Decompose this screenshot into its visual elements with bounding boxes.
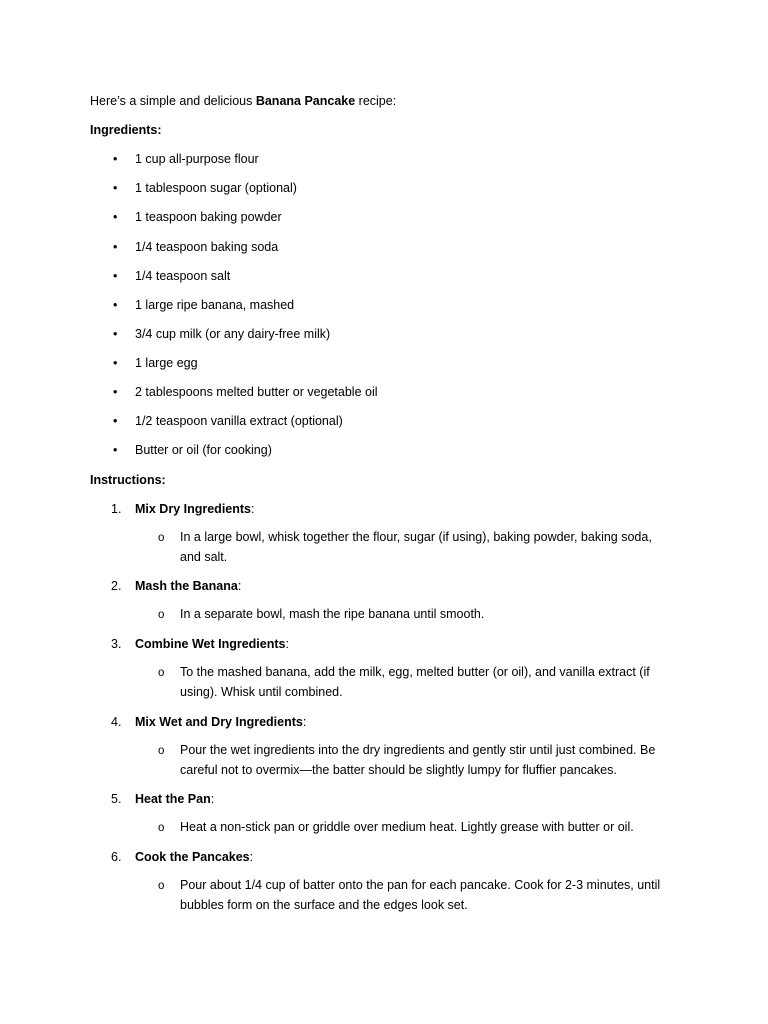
instructions-heading: Instructions: — [90, 473, 166, 487]
step-detail: Heat a non-stick pan or griddle over medium heat. Lightly grease with butter or oil. — [180, 820, 634, 834]
step-title — [135, 578, 241, 595]
intro-suffix: recipe: — [355, 94, 397, 108]
ingredients-heading: Ingredients: — [90, 123, 162, 137]
ingredient-item: 2 tablespoons melted butter or vegetable oil — [135, 385, 378, 399]
ingredient-item: 1 tablespoon sugar (optional) — [135, 181, 297, 195]
sub-bullet-icon: o — [158, 822, 165, 834]
step-detail: In a separate bowl, mash the ripe banana until smooth. — [180, 607, 485, 621]
intro-line — [90, 93, 396, 110]
ingredient-item: 1/4 teaspoon salt — [135, 269, 231, 283]
ingredient-item: 1 cup all-purpose flour — [135, 152, 259, 166]
step-colon: : — [251, 502, 255, 516]
step-colon: : — [285, 637, 289, 651]
step-title — [135, 849, 253, 866]
step-colon: : — [210, 792, 215, 806]
step-title-text: Mash the Banana — [135, 579, 238, 593]
ingredient-item: 1 large egg — [135, 356, 198, 370]
sub-bullet-icon: o — [158, 745, 165, 757]
step-detail: Pour about 1/4 cup of batter onto the pan for each pancake. Cook for 2-3 minutes, until bubbles form on the surface and the edges look set. — [180, 878, 661, 912]
sub-bullet-icon: o — [158, 609, 165, 621]
step-colon: : — [302, 715, 307, 729]
recipe-name: Banana Pancake — [255, 94, 356, 108]
bullet-icon: • — [113, 443, 118, 457]
bullet-icon: • — [113, 356, 118, 370]
ingredient-item: 3/4 cup milk (or any dairy-free milk) — [135, 327, 331, 341]
sub-bullet-icon: o — [158, 667, 165, 679]
bullet-icon: • — [113, 240, 118, 254]
step-number: 4. — [111, 715, 122, 729]
bullet-icon: • — [113, 414, 118, 428]
step-detail: To the mashed banana, add the milk, egg, melted butter (or oil), and vanilla extract (if using). Whisk until combined. — [180, 665, 650, 699]
step-title-text: Mix Dry Ingredients — [135, 502, 251, 516]
step-colon: : — [249, 850, 254, 864]
ingredient-item: 1/4 teaspoon baking soda — [135, 240, 279, 254]
step-title — [135, 791, 214, 808]
ingredient-item: 1/2 teaspoon vanilla extract (optional) — [135, 414, 343, 428]
step-title-text: Mix Wet and Dry Ingredients — [135, 715, 303, 729]
sub-bullet-icon: o — [158, 532, 165, 544]
step-title-text: Combine Wet Ingredients — [135, 637, 286, 651]
intro-prefix: Here’s a simple and delicious — [90, 94, 256, 108]
bullet-icon: • — [113, 152, 118, 166]
step-detail: In a large bowl, whisk together the flour, sugar (if using), baking powder, baking soda, and salt. — [180, 530, 652, 564]
step-title — [135, 636, 289, 653]
bullet-icon: • — [113, 327, 118, 341]
ingredient-item: 1 large ripe banana, mashed — [135, 298, 295, 312]
bullet-icon: • — [113, 385, 118, 399]
sub-bullet-icon: o — [158, 880, 165, 892]
step-number: 5. — [111, 792, 122, 806]
step-title — [135, 501, 254, 518]
bullet-icon: • — [113, 181, 118, 195]
step-number: 2. — [111, 579, 122, 593]
ingredient-item: Butter or oil (for cooking) — [135, 443, 272, 457]
step-detail: Pour the wet ingredients into the dry ingredients and gently stir until just combined. Be careful not to overmix—the batter should be slightly lumpy for fluffier pancakes. — [180, 743, 656, 777]
step-colon: : — [237, 579, 242, 593]
bullet-icon: • — [113, 298, 118, 312]
step-number: 1. — [111, 502, 122, 516]
step-title — [135, 714, 306, 731]
step-title-text: Cook the Pancakes — [135, 850, 250, 864]
bullet-icon: • — [113, 269, 118, 283]
ingredient-item: 1 teaspoon baking powder — [135, 210, 282, 224]
step-number: 3. — [111, 637, 122, 651]
bullet-icon: • — [113, 210, 118, 224]
step-number: 6. — [111, 850, 122, 864]
step-title-text: Heat the Pan — [135, 792, 211, 806]
